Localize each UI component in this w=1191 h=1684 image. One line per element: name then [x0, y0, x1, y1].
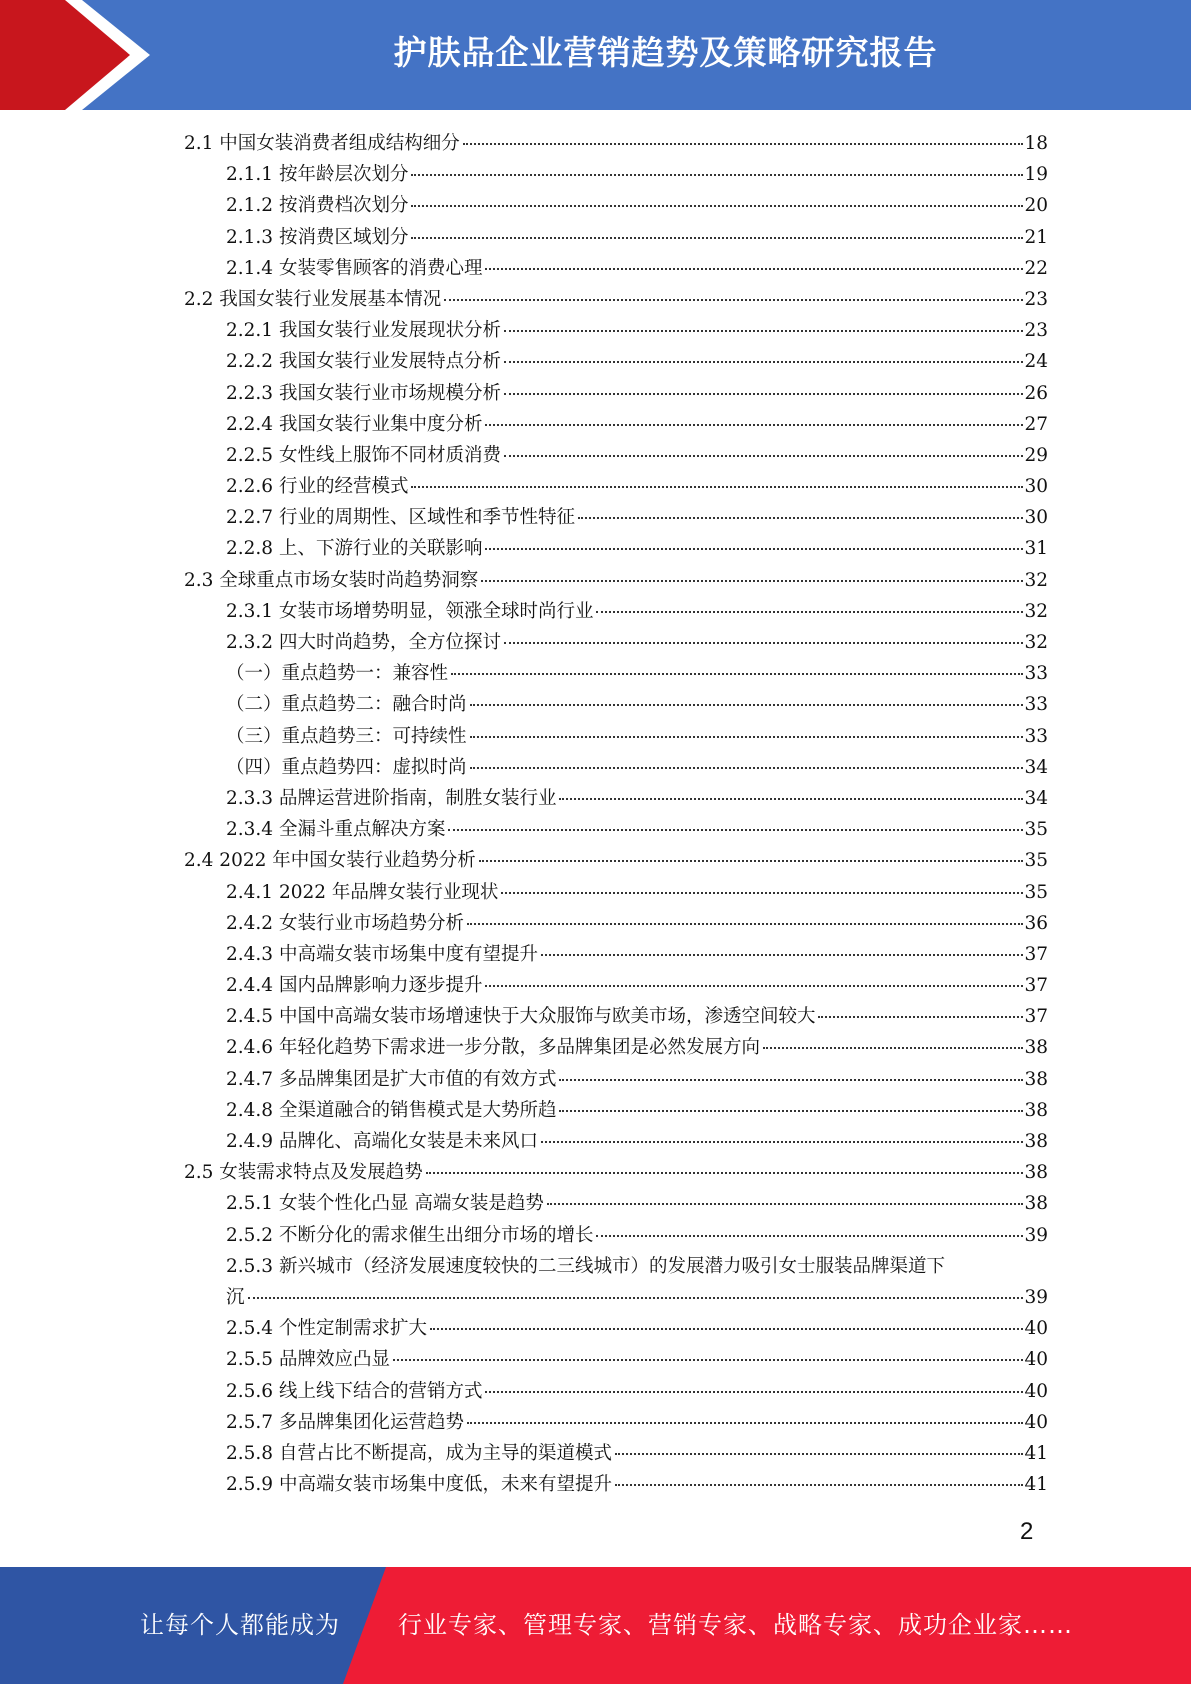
toc-subsection-entry[interactable]	[184, 472, 1048, 503]
toc-dot-leader	[467, 1422, 1023, 1424]
toc-section-entry[interactable]	[184, 566, 1048, 597]
toc-entry-page: 33	[1024, 663, 1048, 685]
toc-dot-leader	[485, 548, 1023, 550]
toc-entry-page: 33	[1024, 694, 1048, 716]
toc-entry-page: 32	[1024, 569, 1048, 591]
toc-entry-page: 27	[1024, 413, 1048, 435]
toc-subsection-entry[interactable]	[184, 815, 1048, 846]
toc-dot-leader	[504, 455, 1023, 457]
toc-dot-leader	[559, 1110, 1023, 1112]
toc-subsection-entry[interactable]	[184, 410, 1048, 441]
table-of-contents	[184, 129, 1048, 1501]
toc-entry-page: 38	[1024, 1068, 1048, 1090]
toc-entry-title: （一）重点趋势一：兼容性	[226, 663, 449, 685]
toc-entry-page: 29	[1024, 444, 1048, 466]
toc-entry-page: 34	[1024, 787, 1048, 809]
toc-dot-leader	[467, 923, 1023, 925]
toc-entry-title: 2.1.3 按消费区域划分	[226, 226, 409, 248]
toc-dot-leader	[615, 1484, 1023, 1486]
toc-entry-title: （二）重点趋势二：融合时尚	[226, 694, 467, 716]
toc-subsection-entry[interactable]	[184, 1096, 1048, 1127]
toc-entry-page: 40	[1024, 1380, 1048, 1402]
toc-dot-leader	[411, 486, 1023, 488]
toc-entry-page: 22	[1024, 257, 1048, 279]
toc-subsection-entry[interactable]	[184, 503, 1048, 534]
toc-entry-page: 40	[1024, 1318, 1048, 1340]
toc-dot-leader	[463, 143, 1024, 145]
toc-dot-leader	[411, 237, 1023, 239]
toc-entry-title: 2.3.4 全漏斗重点解决方案	[226, 819, 446, 841]
toc-entry-page: 39	[1024, 1224, 1048, 1246]
toc-entry-title: 2.2.3 我国女装行业市场规模分析	[226, 382, 501, 404]
toc-subsection-entry[interactable]	[184, 191, 1048, 222]
toc-entry-title: 2.5.5 品牌效应凸显	[226, 1349, 390, 1371]
toc-subsection-entry[interactable]	[184, 1189, 1048, 1220]
toc-entry-title: 2.1.4 女装零售顾客的消费心理	[226, 257, 483, 279]
toc-subsection-entry[interactable]	[184, 1221, 1048, 1252]
toc-dot-leader	[596, 1235, 1023, 1237]
toc-entry-page: 40	[1024, 1349, 1048, 1371]
toc-subsection-entry[interactable]	[184, 1439, 1048, 1470]
toc-section-entry[interactable]	[184, 1158, 1048, 1189]
toc-dot-leader	[615, 1453, 1023, 1455]
toc-entry-page: 18	[1024, 133, 1048, 154]
toc-entry-page: 38	[1024, 1193, 1048, 1215]
toc-dot-leader	[559, 1079, 1023, 1081]
toc-dot-leader	[430, 1328, 1023, 1330]
toc-subsection-entry[interactable]	[184, 722, 1048, 753]
toc-entry-page: 30	[1024, 476, 1048, 498]
toc-subsection-entry[interactable]	[184, 971, 1048, 1002]
toc-subsection-entry[interactable]	[184, 753, 1048, 784]
toc-dot-leader	[763, 1047, 1023, 1049]
toc-entry-title: 2.3.1 女装市场增势明显，领涨全球时尚行业	[226, 600, 594, 622]
toc-entry-page: 34	[1024, 756, 1048, 778]
toc-subsection-entry[interactable]	[184, 878, 1048, 909]
toc-entry-title: 2.2.4 我国女装行业集中度分析	[226, 413, 483, 435]
footer-slogan-left: 让每个人都能成为	[140, 1611, 340, 1639]
page-number: 2	[1020, 1518, 1034, 1545]
toc-subsection-entry[interactable]	[184, 659, 1048, 690]
toc-entry-page: 32	[1024, 600, 1048, 622]
toc-entry-title: 2.2.6 行业的经营模式	[226, 476, 409, 498]
toc-subsection-entry[interactable]	[184, 1002, 1048, 1033]
toc-entry-title: 2.4.9 品牌化、高端化女装是未来风口	[226, 1131, 538, 1152]
toc-dot-leader	[470, 704, 1024, 706]
toc-entry-title: 2.4.8 全渠道融合的销售模式是大势所趋	[226, 1099, 557, 1121]
toc-entry-page: 33	[1024, 725, 1048, 747]
toc-entry-title: 2.4.2 女装行业市场趋势分析	[226, 912, 464, 934]
toc-dot-leader	[481, 580, 1023, 582]
toc-entry-title: 2.1 中国女装消费者组成结构细分	[184, 133, 460, 154]
toc-entry-page: 38	[1024, 1099, 1048, 1121]
toc-entry-page: 23	[1024, 320, 1048, 342]
toc-subsection-entry[interactable]	[184, 441, 1048, 472]
toc-entry-page: 40	[1024, 1411, 1048, 1433]
toc-entry-page: 36	[1024, 912, 1048, 934]
toc-subsection-entry[interactable]	[184, 1377, 1048, 1408]
toc-dot-leader	[559, 798, 1023, 800]
toc-section-entry[interactable]	[184, 285, 1048, 316]
toc-entry-page: 31	[1024, 538, 1048, 560]
toc-entry-page: 19	[1024, 164, 1048, 186]
toc-dot-leader	[541, 1141, 1023, 1143]
toc-entry-title: 2.2.8 上、下游行业的关联影响	[226, 538, 483, 560]
toc-entry-page: 38	[1024, 1162, 1048, 1184]
toc-entry-page: 35	[1024, 819, 1048, 841]
toc-dot-leader	[547, 1203, 1024, 1205]
toc-entry-page: 37	[1024, 975, 1048, 997]
toc-dot-leader	[470, 736, 1024, 738]
toc-entry-title: 2.5.1 女装个性化凸显 高端女装是趋势	[226, 1193, 544, 1215]
toc-subsection-entry[interactable]	[184, 1470, 1048, 1501]
toc-entry-page: 20	[1024, 195, 1048, 217]
toc-subsection-entry[interactable]	[184, 1283, 1048, 1314]
toc-section-entry[interactable]	[184, 129, 1048, 160]
toc-entry-page: 37	[1024, 1006, 1048, 1028]
toc-entry-title: 2.4.1 2022 年品牌女装行业现状	[226, 881, 499, 903]
toc-entry-title: （三）重点趋势三：可持续性	[226, 725, 467, 747]
toc-subsection-entry[interactable]	[184, 628, 1048, 659]
toc-entry-page: 41	[1024, 1442, 1048, 1464]
toc-dot-leader	[485, 268, 1023, 270]
toc-subsection-entry[interactable]	[184, 347, 1048, 378]
toc-entry-page: 37	[1024, 943, 1048, 965]
toc-dot-leader	[504, 642, 1023, 644]
toc-subsection-entry[interactable]	[184, 254, 1048, 285]
toc-dot-leader	[444, 299, 1023, 301]
toc-entry-title: 2.2.5 女性线上服饰不同材质消费	[226, 444, 501, 466]
footer-slogan-right: 行业专家、管理专家、营销专家、战略专家、成功企业家……	[398, 1611, 1073, 1639]
toc-entry-page: 26	[1024, 382, 1048, 404]
toc-entry-title: 2.2.7 行业的周期性、区域性和季节性特征	[226, 507, 575, 529]
toc-entry-page: 35	[1024, 881, 1048, 903]
toc-dot-leader	[485, 424, 1023, 426]
toc-entry-title: 2.2.1 我国女装行业发展现状分析	[226, 320, 501, 342]
header-chevron-decoration	[0, 0, 160, 110]
toc-entry-title: 2.1.1 按年龄层次划分	[226, 164, 409, 186]
toc-entry-page: 39	[1024, 1286, 1048, 1308]
toc-subsection-entry[interactable]	[184, 784, 1048, 815]
toc-subsection-entry[interactable]	[184, 1314, 1048, 1345]
toc-dot-leader	[596, 611, 1023, 613]
toc-entry-title: 2.5.2 不断分化的需求催生出细分市场的增长	[226, 1224, 594, 1246]
toc-entry-title: 2.5.4 个性定制需求扩大	[226, 1318, 427, 1340]
toc-dot-leader	[248, 1297, 1024, 1299]
toc-entry-title: 2.1.2 按消费档次划分	[226, 195, 409, 217]
toc-entry-title: 2.3.3 品牌运营进阶指南，制胜女装行业	[226, 787, 557, 809]
toc-dot-leader	[485, 985, 1023, 987]
toc-entry-title: 2.5.6 线上线下结合的营销方式	[226, 1380, 483, 1402]
toc-entry-title: 沉	[226, 1286, 245, 1308]
report-header	[0, 0, 1191, 110]
toc-entry-title: 2.4.5 中国中高端女装市场增速快于大众服饰与欧美市场，渗透空间较大	[226, 1006, 816, 1028]
toc-entry-title: 2.4.3 中高端女装市场集中度有望提升	[226, 943, 538, 965]
toc-dot-leader	[501, 892, 1023, 894]
toc-entry-page: 38	[1024, 1131, 1048, 1152]
toc-section-entry[interactable]	[184, 846, 1048, 877]
toc-subsection-entry[interactable]	[184, 1065, 1048, 1096]
toc-dot-leader	[411, 174, 1023, 176]
toc-dot-leader	[485, 1391, 1023, 1393]
toc-dot-leader	[504, 361, 1023, 363]
toc-entry-page: 41	[1024, 1474, 1048, 1496]
toc-entry-page: 35	[1024, 850, 1048, 872]
toc-dot-leader	[504, 330, 1023, 332]
toc-subsection-entry[interactable]	[184, 909, 1048, 940]
toc-dot-leader	[504, 393, 1023, 395]
toc-entry-page: 23	[1024, 288, 1048, 310]
toc-dot-leader	[393, 1359, 1023, 1361]
toc-dot-leader	[479, 860, 1024, 862]
toc-subsection-entry[interactable]	[184, 1127, 1048, 1158]
toc-entry-title: 2.5.8 自营占比不断提高，成为主导的渠道模式	[226, 1442, 612, 1464]
toc-entry-title: 2.3.2 四大时尚趋势，全方位探讨	[226, 632, 501, 653]
toc-dot-leader	[578, 517, 1023, 519]
toc-entry-page: 32	[1024, 632, 1048, 653]
toc-subsection-entry[interactable]	[184, 1252, 1048, 1283]
toc-subsection-entry[interactable]	[184, 223, 1048, 254]
toc-entry-title: 2.5.3 新兴城市（经济发展速度较快的二三线城市）的发展潜力吸引女士服装品牌渠道下	[226, 1255, 945, 1277]
toc-subsection-entry[interactable]	[184, 379, 1048, 410]
toc-subsection-entry[interactable]	[184, 160, 1048, 191]
toc-dot-leader	[451, 673, 1023, 675]
toc-dot-leader	[818, 1016, 1023, 1018]
toc-entry-title: 2.3 全球重点市场女装时尚趋势洞察	[184, 569, 479, 591]
toc-entry-title: 2.4 2022 年中国女装行业趋势分析	[184, 850, 476, 872]
toc-entry-title: 2.2.2 我国女装行业发展特点分析	[226, 351, 501, 373]
toc-dot-leader	[541, 954, 1023, 956]
toc-entry-page: 30	[1024, 507, 1048, 529]
toc-entry-title: 2.4.6 年轻化趋势下需求进一步分散，多品牌集团是必然发展方向	[226, 1037, 760, 1059]
toc-entry-title: 2.4.7 多品牌集团是扩大市值的有效方式	[226, 1068, 557, 1090]
toc-subsection-entry[interactable]	[184, 1408, 1048, 1439]
report-title: 护肤品企业营销趋势及策略研究报告	[393, 33, 938, 72]
toc-subsection-entry[interactable]	[184, 597, 1048, 628]
toc-entry-page: 21	[1024, 226, 1048, 248]
toc-dot-leader	[426, 1172, 1024, 1174]
toc-subsection-entry[interactable]	[184, 1345, 1048, 1376]
toc-subsection-entry[interactable]	[184, 1033, 1048, 1064]
report-footer	[0, 1567, 1191, 1684]
toc-subsection-entry[interactable]	[184, 534, 1048, 565]
toc-dot-leader	[470, 767, 1024, 769]
toc-dot-leader	[448, 829, 1023, 831]
toc-entry-title: 2.5.9 中高端女装市场集中度低，未来有望提升	[226, 1474, 612, 1496]
toc-subsection-entry[interactable]	[184, 940, 1048, 971]
toc-entry-title: 2.2 我国女装行业发展基本情况	[184, 288, 442, 310]
toc-entry-title: 2.5.7 多品牌集团化运营趋势	[226, 1411, 464, 1433]
toc-entry-title: 2.5 女装需求特点及发展趋势	[184, 1162, 423, 1184]
toc-entry-page: 24	[1024, 351, 1048, 373]
toc-entry-title: 2.4.4 国内品牌影响力逐步提升	[226, 975, 483, 997]
toc-entry-title: （四）重点趋势四：虚拟时尚	[226, 756, 467, 778]
toc-subsection-entry[interactable]	[184, 690, 1048, 721]
toc-entry-page: 38	[1024, 1037, 1048, 1059]
toc-dot-leader	[411, 205, 1023, 207]
toc-subsection-entry[interactable]	[184, 316, 1048, 347]
